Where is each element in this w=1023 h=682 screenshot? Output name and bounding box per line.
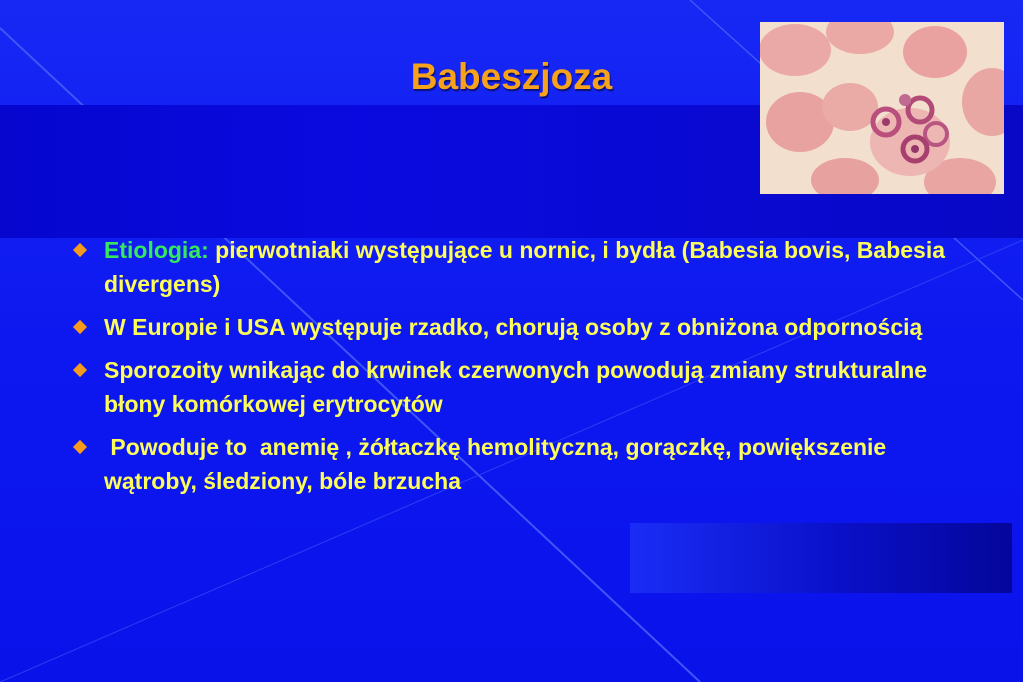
diamond-bullet-icon <box>73 243 87 257</box>
bullet-item <box>72 233 952 301</box>
bullet-text: Sporozoity wnikając do krwinek czerwonych powodują zmiany strukturalne błony komórkowej erytrocytów <box>104 357 928 417</box>
bullet-item <box>72 353 952 421</box>
bullet-text: W Europie i USA występuje rzadko, chorują osoby z obniżona odpornością <box>104 314 923 340</box>
bullet-text: Powoduje to anemię , żółtaczkę hemolityczną, gorączkę, powiększenie wątroby, śledziony, bóle brzucha <box>104 434 893 494</box>
bullet-text: pierwotniaki występujące u nornic, i bydła (Babesia bovis, Babesia divergens) <box>104 237 946 297</box>
blood-smear-image <box>760 22 1004 194</box>
bullet-list <box>72 233 952 507</box>
bullet-item <box>72 310 952 344</box>
blood-smear-micrograph-icon <box>760 22 1004 194</box>
bullet-term: Etiologia: <box>104 237 209 263</box>
bullet-item <box>72 430 952 498</box>
diamond-bullet-icon <box>73 320 87 334</box>
diamond-bullet-icon <box>73 440 87 454</box>
slide-title: Babeszjoza <box>410 56 613 97</box>
corner-box <box>630 523 1012 593</box>
diamond-bullet-icon <box>73 363 87 377</box>
